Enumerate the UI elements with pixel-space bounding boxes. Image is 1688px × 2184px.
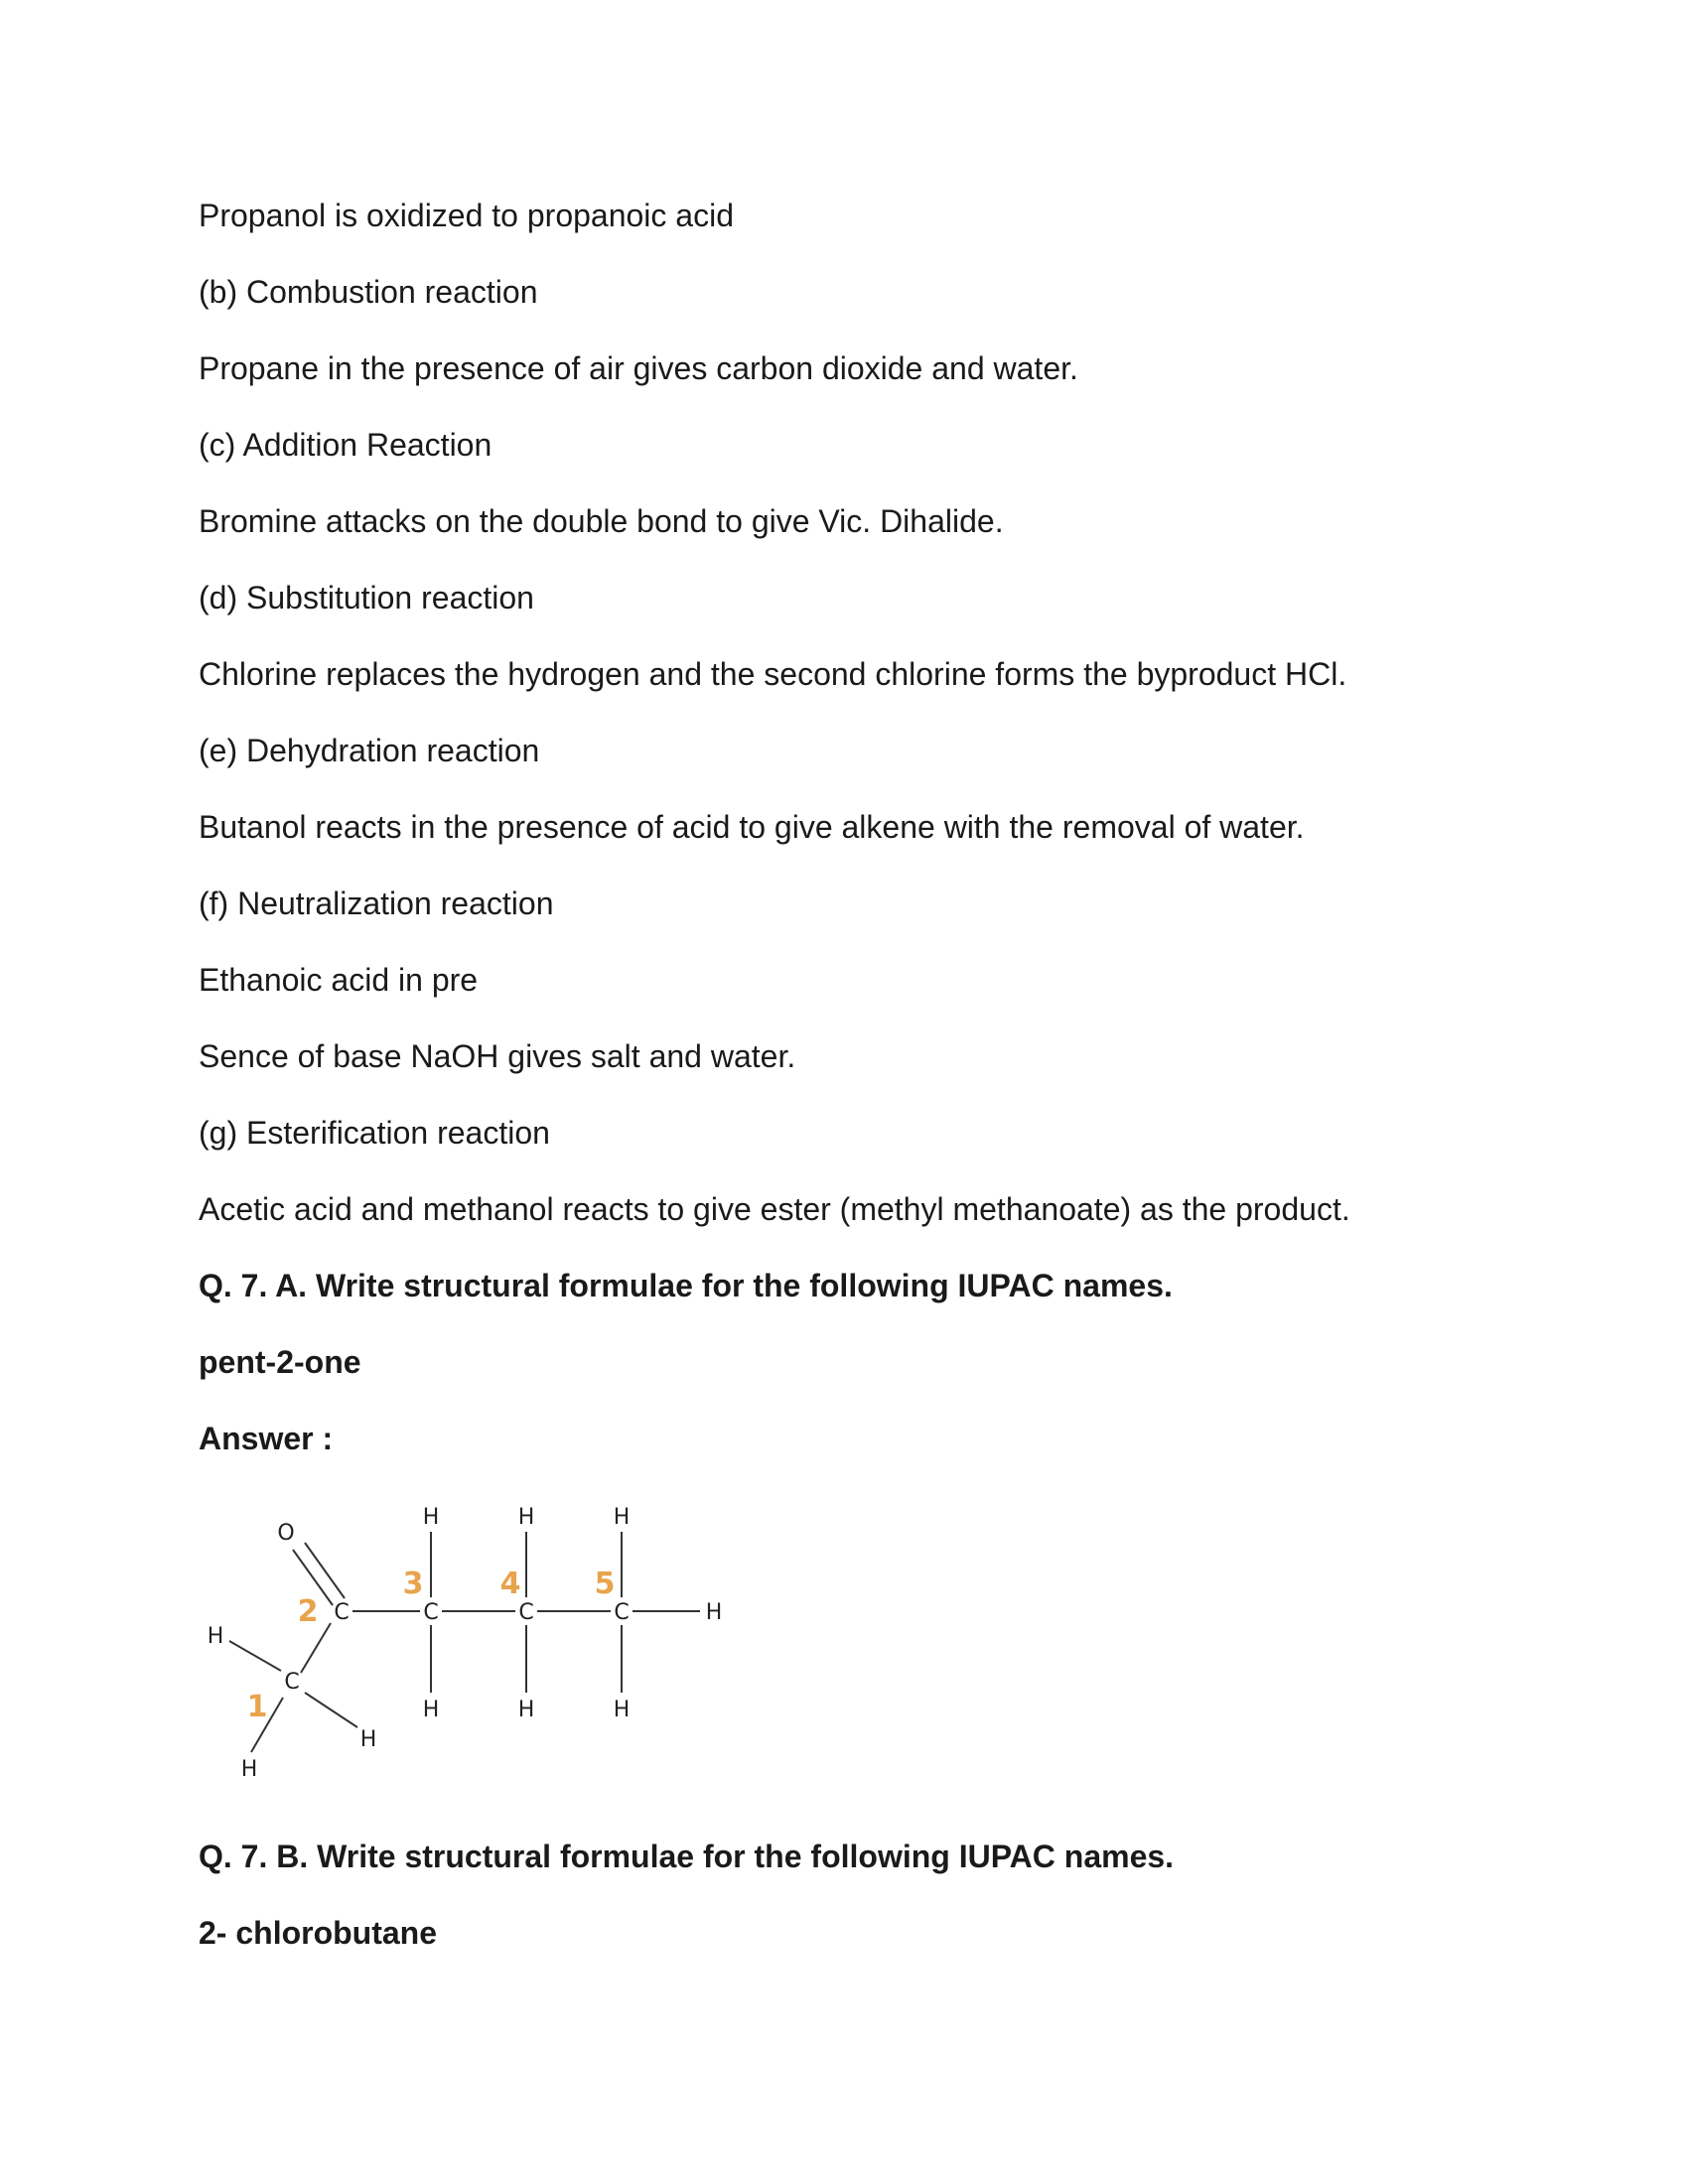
carbon-atom-1: C [284, 1670, 300, 1695]
hydrogen-atom-c3-bottom: H [422, 1698, 440, 1722]
paragraph-dehydration-detail: Butanol reacts in the presence of acid to give alkene with the removal of water. [199, 809, 1305, 845]
iupac-name-7a: pent-2-one [199, 1344, 361, 1380]
answer-label: Answer : [199, 1421, 334, 1456]
iupac-name-7b: 2- chlorobutane [199, 1915, 438, 1951]
carbon-number-3: 3 [402, 1567, 424, 1601]
carbon-number-1: 1 [246, 1690, 268, 1724]
hydrogen-atom-c4-top: H [517, 1505, 535, 1530]
hydrogen-atom-c5-bottom: H [613, 1698, 631, 1722]
paragraph-combustion-detail: Propane in the presence of air gives carbon dioxide and water. [199, 350, 1078, 386]
heading-neutralization: (f) Neutralization reaction [199, 886, 554, 921]
hydrogen-atom-c1-right: H [359, 1727, 377, 1752]
bond-c1-c2 [301, 1623, 331, 1673]
hydrogen-atom-c5-top: H [613, 1505, 631, 1530]
carbon-number-2: 2 [297, 1594, 319, 1629]
paragraph-substitution-detail: Chlorine replaces the hydrogen and the second chlorine forms the byproduct HCl. [199, 656, 1347, 692]
pent-2-one-structure-diagram [194, 1494, 750, 1822]
oxygen-atom: O [277, 1521, 295, 1546]
hydrogen-atom-c4-bottom: H [517, 1698, 535, 1722]
carbon-number-5: 5 [594, 1567, 616, 1601]
paragraph-esterification-detail: Acetic acid and methanol reacts to give ester (methyl methanoate) as the product. [199, 1191, 1350, 1227]
heading-combustion: (b) Combustion reaction [199, 274, 538, 310]
carbon-atom-4: C [518, 1600, 534, 1625]
question-7b: Q. 7. B. Write structural formulae for the following IUPAC names. [199, 1839, 1175, 1874]
hydrogen-atom-c5-end: H [705, 1600, 723, 1625]
paragraph-oxidation-detail: Propanol is oxidized to propanoic acid [199, 198, 734, 233]
carbon-atom-3: C [423, 1600, 439, 1625]
hydrogen-atom-c1-bottom: H [240, 1757, 258, 1782]
heading-dehydration: (e) Dehydration reaction [199, 733, 540, 768]
paragraph-neutralization-detail-2: Sence of base NaOH gives salt and water. [199, 1038, 796, 1074]
paragraph-addition-detail: Bromine attacks on the double bond to give Vic. Dihalide. [199, 503, 1004, 539]
heading-substitution: (d) Substitution reaction [199, 580, 534, 615]
carbon-atom-5: C [614, 1600, 630, 1625]
bond-c1-h-left [229, 1641, 281, 1671]
heading-esterification: (g) Esterification reaction [199, 1115, 550, 1151]
paragraph-neutralization-detail-1: Ethanoic acid in pre [199, 962, 479, 998]
question-7a: Q. 7. A. Write structural formulae for the following IUPAC names. [199, 1268, 1173, 1303]
hydrogen-atom-c1-left: H [207, 1624, 224, 1649]
hydrogen-atom-c3-top: H [422, 1505, 440, 1530]
bond-c1-h-right [305, 1693, 357, 1727]
double-bond-line-2 [305, 1543, 345, 1598]
carbon-number-4: 4 [499, 1567, 521, 1601]
carbon-atom-2: C [334, 1600, 350, 1625]
heading-addition: (c) Addition Reaction [199, 427, 492, 463]
